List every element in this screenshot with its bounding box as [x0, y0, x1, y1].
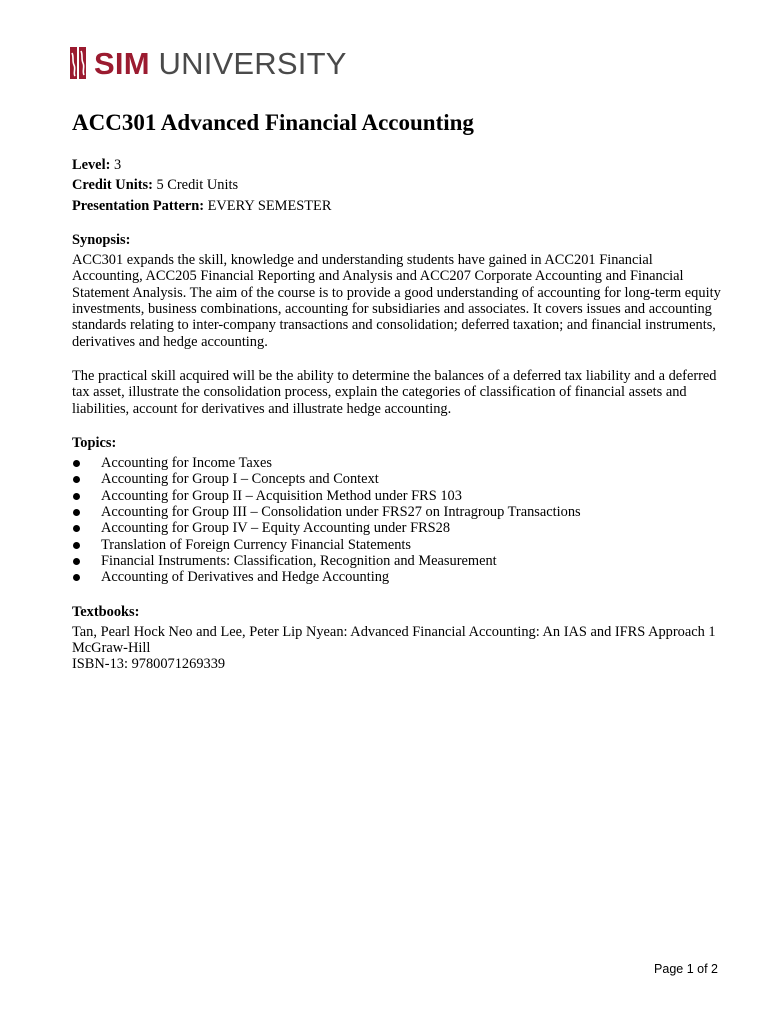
list-item — [72, 455, 722, 471]
topic-text: Accounting for Group I – Concepts and Context — [101, 471, 379, 488]
presentation-pattern-value: EVERY SEMESTER — [207, 197, 332, 214]
synopsis-paragraph-1: ACC301 expands the skill, knowledge and understanding students have gained in ACC201 Financial Accounting, ACC205 Financial Reporting and Analysis and ACC207 Corporate Accounting and Financial Statement Analysis. The aim of the course is to provide a good understanding of accounting for long-term equity investments, business combinations, accounting for subsidiaries and associates. It covers issues and accounting standards relating to inter-company transactions and consolidation; deferred taxation; and financial instruments, derivatives and hedge accounting. — [72, 252, 721, 350]
bullet-icon — [73, 460, 80, 467]
list-item — [72, 537, 722, 553]
document-body — [72, 157, 722, 673]
list-item — [72, 488, 722, 504]
credit-units-value: 5 Credit Units — [156, 177, 239, 194]
credit-units-line — [72, 177, 722, 193]
list-item — [72, 471, 722, 487]
bullet-icon — [73, 509, 80, 516]
sim-logo-emblem-icon — [68, 43, 88, 83]
topics-heading: Topics: — [72, 434, 117, 451]
logo-university-text: UNIVERSITY — [158, 45, 347, 81]
page-title: ACC301 Advanced Financial Accounting — [72, 110, 474, 135]
topic-text: Financial Instruments: Classification, Recognition and Measurement — [101, 552, 497, 569]
presentation-pattern-label: Presentation Pattern: — [72, 197, 205, 214]
topic-text: Accounting for Group IV – Equity Accounting under FRS28 — [101, 520, 451, 537]
level-value: 3 — [113, 157, 122, 173]
list-item — [72, 569, 722, 585]
logo-sim-text: SIM — [94, 45, 150, 81]
bullet-icon — [73, 476, 80, 483]
topic-text: Accounting of Derivatives and Hedge Accounting — [101, 569, 390, 586]
level-line — [72, 157, 722, 173]
textbooks-heading: Textbooks: — [72, 603, 140, 620]
topics-list — [72, 455, 722, 585]
bullet-icon — [73, 542, 80, 549]
topic-text: Translation of Foreign Currency Financial Statements — [101, 536, 412, 553]
page-number: Page 1 of 2 — [654, 962, 718, 976]
logo-wordmark — [94, 45, 347, 81]
bullet-icon — [73, 574, 80, 581]
topic-text: Accounting for Group III – Consolidation under FRS27 on Intragroup Transactions — [101, 504, 581, 521]
credit-units-label: Credit Units: — [72, 177, 153, 194]
bullet-icon — [73, 525, 80, 532]
synopsis-paragraph-2: The practical skill acquired will be the ability to determine the balances of a deferred tax liability and a deferred tax asset, illustrate the consolidation process, explain the categories of classification of financial assets and liabilities, account for derivatives and illustrate hedge accounting. — [72, 367, 717, 417]
textbook-citation: Tan, Pearl Hock Neo and Lee, Peter Lip Nyean: Advanced Financial Accounting: An IAS and IFRS Approach 1 McGraw-Hill — [72, 623, 716, 657]
topic-text: Accounting for Income Taxes — [101, 455, 272, 472]
topic-text: Accounting for Group II – Acquisition Method under FRS 103 — [101, 487, 462, 504]
presentation-pattern-line — [72, 198, 722, 214]
bullet-icon — [73, 558, 80, 565]
bullet-icon — [73, 493, 80, 500]
list-item — [72, 553, 722, 569]
level-label: Level: — [72, 157, 111, 173]
textbook-isbn: ISBN-13: 9780071269339 — [72, 656, 226, 673]
list-item — [72, 520, 722, 536]
list-item — [72, 504, 722, 520]
sim-university-logo — [68, 42, 347, 84]
synopsis-heading: Synopsis: — [72, 231, 131, 248]
